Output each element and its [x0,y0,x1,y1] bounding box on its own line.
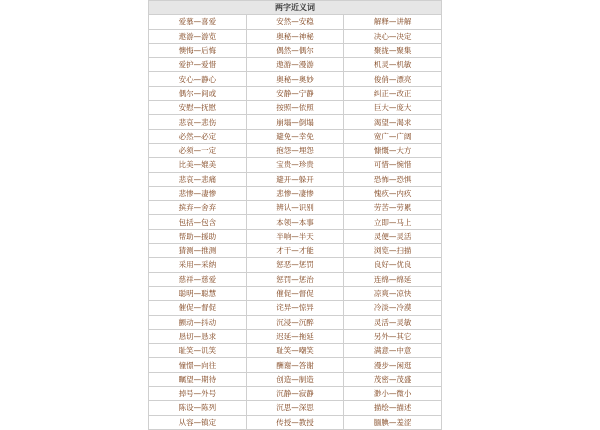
table-row [149,129,442,143]
synonym-pair-cell: 创造—制造 [246,372,344,386]
table-row [149,229,442,243]
synonym-pair-cell: 巨大—庞大 [344,101,442,115]
synonym-pair-cell: 宽广—广阔 [344,129,442,143]
synonym-pair-cell: 耻笑—讥笑 [149,344,247,358]
table-row [149,201,442,215]
table-row [149,272,442,286]
table-row [149,301,442,315]
table-row [149,244,442,258]
synonym-pair-cell: 安静—宁静 [246,86,344,100]
table-row [149,258,442,272]
synonym-pair-cell: 安然—安稳 [246,15,344,29]
table-row [149,172,442,186]
synonym-pair-cell: 半响—半天 [246,229,344,243]
table-row [149,101,442,115]
synonym-pair-cell: 迟延—拖延 [246,329,344,343]
table-row [149,43,442,57]
synonym-pair-cell: 比美—媲美 [149,158,247,172]
synonym-pair-cell: 另外—其它 [344,329,442,343]
synonym-pair-cell: 懊悔—后悔 [149,43,247,57]
synonym-pair-cell: 决心—决定 [344,29,442,43]
synonym-pair-cell: 避开—躲开 [246,172,344,186]
synonym-pair-cell: 才干—才能 [246,244,344,258]
synonym-pair-cell: 采用—采纳 [149,258,247,272]
synonym-pair-cell: 惩罚—惩治 [246,272,344,286]
synonym-pair-cell: 慷慨—大方 [344,143,442,157]
table-row [149,215,442,229]
synonym-pair-cell: 安心—静心 [149,72,247,86]
synonym-pair-cell: 必然—必定 [149,129,247,143]
synonym-pair-cell: 凉爽—凉快 [344,286,442,300]
vocabulary-sheet [148,0,442,427]
table-row [149,86,442,100]
synonym-pair-cell: 沉思—深思 [246,401,344,415]
synonym-pair-cell: 可惜—惋惜 [344,158,442,172]
synonym-pair-cell: 恐怖—恐惧 [344,172,442,186]
synonym-pair-cell: 催促—督促 [246,286,344,300]
synonym-pair-cell: 猜测—推测 [149,244,247,258]
synonym-pair-cell: 必须—一定 [149,143,247,157]
synonym-pair-cell: 宝贵—珍贵 [246,158,344,172]
synonym-pair-cell: 灵便—灵活 [344,229,442,243]
table-row [149,158,442,172]
synonym-pair-cell: 催促—督促 [149,301,247,315]
synonym-pair-cell: 悲惨—凄惨 [246,186,344,200]
synonym-pair-cell: 爱护—爱惜 [149,58,247,72]
synonym-pair-cell: 悲惨—凄惨 [149,186,247,200]
synonym-pair-cell: 遨游—漫游 [246,58,344,72]
synonym-pair-cell: 沉静—寂静 [246,387,344,401]
synonym-pair-cell: 劳苦—劳累 [344,201,442,215]
synonym-pair-cell: 恳切—恳求 [149,329,247,343]
synonym-pair-cell: 良好—优良 [344,258,442,272]
synonym-pair-cell: 立即—马上 [344,215,442,229]
synonym-pair-cell: 爱慕—喜爱 [149,15,247,29]
synonym-pair-cell: 腼腆—羞涩 [344,415,442,429]
table-row [149,329,442,343]
table-row [149,415,442,429]
synonym-pair-cell: 机灵—机敏 [344,58,442,72]
synonym-pair-cell: 帮助—援助 [149,229,247,243]
synonym-pair-cell: 悲哀—悲伤 [149,115,247,129]
synonym-pair-cell: 奥秘—奥妙 [246,72,344,86]
table-row [149,372,442,386]
synonym-pair-cell: 安慰—抚慰 [149,101,247,115]
synonym-pair-cell: 从容—镇定 [149,415,247,429]
synonym-pair-cell: 渴望—渴求 [344,115,442,129]
synonym-pair-cell: 偶然—偶尔 [246,43,344,57]
synonym-pair-cell: 传授—教授 [246,415,344,429]
synonym-pair-cell: 聚拢—聚集 [344,43,442,57]
synonym-pair-cell: 漫步—闲逛 [344,358,442,372]
synonym-pair-cell: 按照—依照 [246,101,344,115]
synonym-pair-cell: 憧憬—向往 [149,358,247,372]
synonym-pair-cell: 纠正—改正 [344,86,442,100]
table-row [149,186,442,200]
synonym-pair-cell: 悲哀—悲痛 [149,172,247,186]
synonym-pair-cell: 茂密—茂盛 [344,372,442,386]
table-row [149,387,442,401]
synonym-pair-cell: 渺小—微小 [344,387,442,401]
synonym-pair-cell: 惩恶—惩罚 [246,258,344,272]
table-row [149,15,442,29]
synonym-pair-cell: 陈设—陈列 [149,401,247,415]
synonym-pair-cell: 连绵—绵延 [344,272,442,286]
synonym-pair-cell: 颤动—抖动 [149,315,247,329]
synonym-pair-cell: 掉号—外号 [149,387,247,401]
synonym-pair-cell: 耻笑—嘲笑 [246,344,344,358]
table-row [149,344,442,358]
table-row [149,29,442,43]
synonym-pair-cell: 冷淡—冷漠 [344,301,442,315]
table-row [149,286,442,300]
table-row [149,358,442,372]
synonym-pair-cell: 摈弃—舍弃 [149,201,247,215]
synonym-pair-cell: 慈祥—慈爱 [149,272,247,286]
synonym-pair-cell: 避免—幸免 [246,129,344,143]
synonym-pair-cell: 遨游—游览 [149,29,247,43]
synonym-pair-cell: 抱怨—埋怨 [246,143,344,157]
synonym-pair-cell: 辨认—识别 [246,201,344,215]
table-row [149,401,442,415]
table-row [149,115,442,129]
synonym-pair-cell: 解释—讲解 [344,15,442,29]
synonym-pair-cell: 聪明—聪慧 [149,286,247,300]
synonym-pair-cell: 酬谢—答谢 [246,358,344,372]
synonym-pair-cell: 描绘—描述 [344,401,442,415]
synonym-table [148,0,442,430]
synonym-pair-cell: 满意—中意 [344,344,442,358]
synonym-pair-cell: 愧疚—内疚 [344,186,442,200]
synonym-pair-cell: 诧异—惊异 [246,301,344,315]
synonym-pair-cell: 崩塌—倒塌 [246,115,344,129]
table-title: 两字近义词 [149,1,442,15]
synonym-pair-cell: 奥秘—神秘 [246,29,344,43]
table-row [149,315,442,329]
table-header-row [149,1,442,15]
synonym-pair-cell: 偶尔—间或 [149,86,247,100]
synonym-pair-cell: 灵活—灵敏 [344,315,442,329]
synonym-pair-cell: 俊俏—漂亮 [344,72,442,86]
synonym-pair-cell: 浏览—扫描 [344,244,442,258]
synonym-pair-cell: 本领—本事 [246,215,344,229]
synonym-pair-cell: 沉浸—沉醉 [246,315,344,329]
synonym-pair-cell: 包括—包含 [149,215,247,229]
table-row [149,58,442,72]
table-row [149,143,442,157]
synonym-pair-cell: 瞩望—期待 [149,372,247,386]
table-row [149,72,442,86]
